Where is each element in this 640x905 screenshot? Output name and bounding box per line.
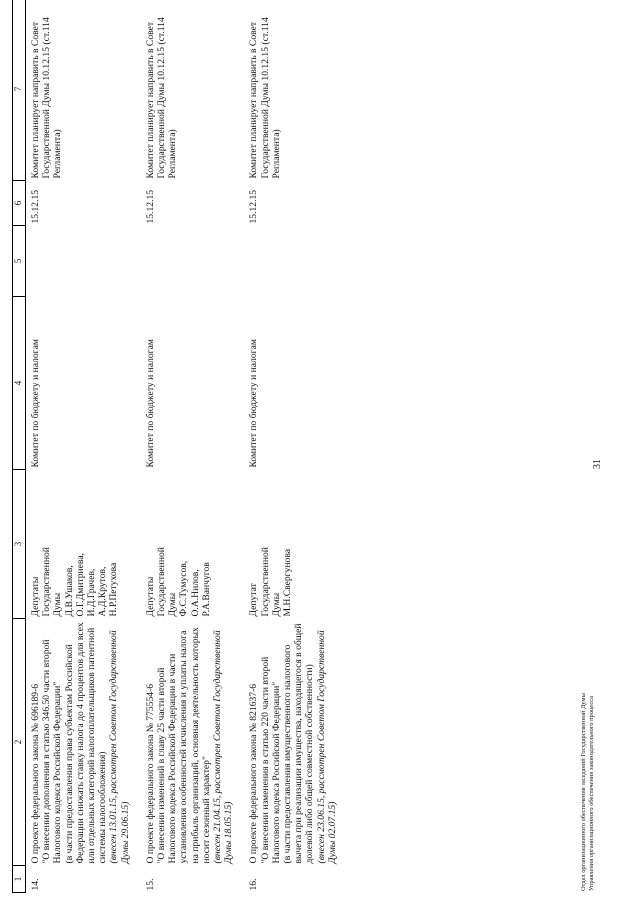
initiator-line: Д.В.Ушаков, [63,565,75,617]
bill-description: (в части предоставления имущественного налогового вычета при реализации имущества, находящегося в общей долевой либо общей совместной собственности) [282,623,316,864]
bill-cell [244,619,348,866]
initiator-line: О.Г.Дмитриева, [74,553,86,617]
bill-cell [141,619,245,866]
table-row [244,0,348,893]
column-5-cell [244,226,348,297]
bill-intro: О проекте федерального закона № 696189-6 [30,683,41,864]
bills-table [12,0,348,893]
initiator-line: Н.Р.Петухова [108,562,120,617]
bill-note: (внесен 23.06.15, рассмотрен Советом Государственной Думы 02.07.15) [315,630,338,864]
footer-line: Отдел организационного обеспечения заседаний Государственной Думы [580,693,587,891]
column-number: 2 [13,619,26,866]
row-number: 16. [248,878,260,891]
column-5-cell [141,226,245,297]
initiator-line: О.А.Нилов, [189,569,201,617]
initiator-line: Депутат [248,583,260,617]
page-number: 31 [592,459,603,469]
bill-cell [26,619,141,866]
initiator-line: И.Д.Грачев, [86,568,98,617]
bill-title: "О внесении дополнения в статью 346.50 части второй Налогового кодекса Российской Федерации" [41,639,64,864]
table-row [26,0,141,893]
date-cell: 15.12.15 [30,189,41,224]
bill-description: (в части предоставления права субъектам Российской Федерации снижать ставку налога до 4 процентов для всех или отдельных категорий налогоплательщиков патентной системы налогообложения) [63,622,109,864]
status-cell: Комитет планирует направить в Совет Государственной Думы 10.12.15 (ст.114 Регламента) [30,17,64,179]
initiator-line: Государственной [41,547,53,617]
initiator-line: Депутаты [144,576,156,617]
bill-intro: О проекте федерального закона № 821637-6 [248,683,260,864]
status-cell: Комитет планирует направить в Совет Государственной Думы 10.12.15 (ст.114 Регламента) [144,17,179,179]
column-number: 3 [13,470,26,619]
bill-intro: О проекте федерального закона № 775554-6 [144,683,156,864]
initiator-line: А.Д.Крутов, [97,566,109,617]
initiator-line: Депутаты [30,576,41,617]
status-cell: Комитет планирует направить в Совет Государственной Думы 10.12.15 (ст.114 Регламента) [248,17,282,179]
table-row [141,0,245,893]
initiator-cell [244,470,348,619]
bill-note: (внесен 21.04.15, рассмотрен Советом Государственной Думы 18.05.15) [212,630,235,864]
initiator-line: М.Н.Свергунова [282,548,294,617]
initiator-line: Думы [270,592,282,617]
column-number: 7 [13,0,26,181]
committee-cell: Комитет по бюджету и налогам [144,339,156,468]
table-header [13,0,26,893]
bill-note: (внесен 13.01.15, рассмотрен Советом Государственной Думы 29.06.15) [108,630,131,864]
footer-line: Управления организационного обеспечения законодательного процесса [588,696,595,891]
initiator-cell [141,470,245,619]
initiator-cell [26,470,141,619]
date-cell: 15.12.15 [248,189,260,224]
initiator-line: Думы [52,592,64,617]
row-number: 14. [30,878,41,891]
date-cell: 15.12.15 [144,189,156,224]
column-number: 4 [13,297,26,470]
committee-cell: Комитет по бюджету и налогам [248,339,260,468]
column-5-cell [26,226,141,297]
column-number-row [13,0,26,893]
row-number: 15. [144,878,156,891]
initiator-line: Ф.С.Тумусов, [178,560,190,617]
initiator-line: Государственной [156,547,168,617]
bill-title: "О внесении изменения в статью 220 части второй Налогового кодекса Российской Федерации" [259,656,282,864]
column-number: 1 [13,866,26,893]
footer [580,693,596,891]
initiator-line: Государственной [259,547,271,617]
committee-cell: Комитет по бюджету и налогам [30,339,41,468]
initiator-line: Р.А.Ванчугов [200,562,212,617]
initiator-line: Думы [167,592,179,617]
column-number: 6 [13,181,26,226]
bill-title: "О внесении изменений в главу 25 части второй Налогового кодекса Российской Федерации в части установления особенностей исчисления и уплаты налога на прибыль организаций, основная деятельность которых носит сезонный характер" [156,627,212,864]
column-number: 5 [13,226,26,297]
